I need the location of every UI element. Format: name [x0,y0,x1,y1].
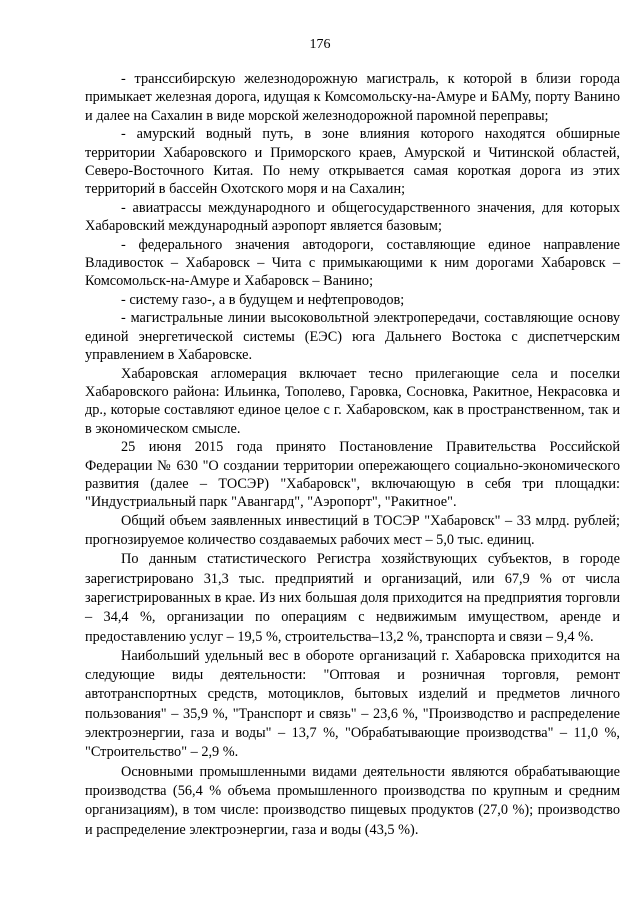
paragraph-pipelines: - систему газо-, а в будущем и нефтепроводов; [121,291,405,308]
page-body [85,70,620,840]
page-number: 176 [309,37,331,52]
paragraph-industrial-activities: Основными промышленными видами деятельности являются обрабатывающие производства (56,4 % объема промышленного производства по крупным и средним организациям), в том числе: производство пищевых продуктов (27,0 %); производство и распределение электроэнергии, газа и воды (43,5 %). [85,763,620,838]
paragraph-toser-decree: 25 июня 2015 года принято Постановление Правительства Российской Федерации № 630 "О создании территории опережающего социально-экономического развития (далее – ТОСЭР) "Хабаровск", включающую в себя три площадки: "Индустриальный парк "Авангард", "Аэропорт", "Ракитное". [85,439,620,511]
paragraph-air-routes: - авиатрассы международного и общегосударственного значения, для которых Хабаровский международный аэропорт является базовым; [85,199,620,235]
paragraph-transsib-railway: - транссибирскую железнодорожную магистраль, к которой в близи города примыкает железная дорога, идущая к Комсомольску-на-Амуре и БАМу, порту Ванино и далее на Сахалин в виде морской железнодорожной паромной переправы; [85,71,620,124]
paragraph-agglomeration: Хабаровская агломерация включает тесно прилегающие села и поселки Хабаровского района: Ильинка, Тополево, Гаровка, Сосновка, Ракитное, Некрасовка и др., которые составляют единое целое с г. Хабаровском, как в пространственном, так и в экономическом смысле. [85,365,620,437]
paragraph-power-lines: - магистральные линии высоковольтной электропередачи, составляющие основу единой энергетической системы (ЕЭС) юга Дальнего Востока с диспетчерским управлением в Хабаровске. [85,310,620,364]
paragraph-amur-waterway: - амурский водный путь, в зоне влияния которого находятся обширные территории Хабаровского и Приморского краев, Амурской и Читинской областей, Северо-Восточного Китая. По нему открывается самая короткая дорога из этих территорий в бассейн Охотского моря и на Сахалин; [85,126,620,198]
paragraph-federal-roads: - федерального значения автодороги, составляющие единое направление Владивосток – Хабаровск – Чита с примыкающими к ним дорогами Хабаровск – Комсомольск-на-Амуре и Хабаровск – Ванино; [85,236,620,290]
paragraph-turnover-share: Наибольший удельный вес в обороте организаций г. Хабаровска приходится на следующие виды деятельности: "Оптовая и розничная торговля, ремонт автотранспортных средств, мотоциклов, бытовых изделий и предметов личного пользования" – 35,9 %, "Транспорт и связь" – 23,6 %, "Производство и распределение электроэнергии, газа и воды" – 13,7 %, "Обрабатывающие производства" – 11,0 %, "Строительство" – 2,9 %. [85,647,620,761]
paragraph-investments: Общий объем заявленных инвестиций в ТОСЭР "Хабаровск" – 33 млрд. рублей; прогнозируемое количество создаваемых рабочих мест – 5,0 тыс. единиц. [85,512,620,549]
paragraph-register-stats: По данным статистического Регистра хозяйствующих субъектов, в городе зарегистрировано 31,3 тыс. предприятий и организаций, или 67,9 % от числа зарегистрированных в крае. Из них большая доля приходится на предприятия торговли – 34,4 %, организации по операциям с недвижимым имуществом, аренде и предоставлению услуг – 19,5 %, строительства–13,2 %, транспорта и связи – 9,4 %. [85,551,620,645]
